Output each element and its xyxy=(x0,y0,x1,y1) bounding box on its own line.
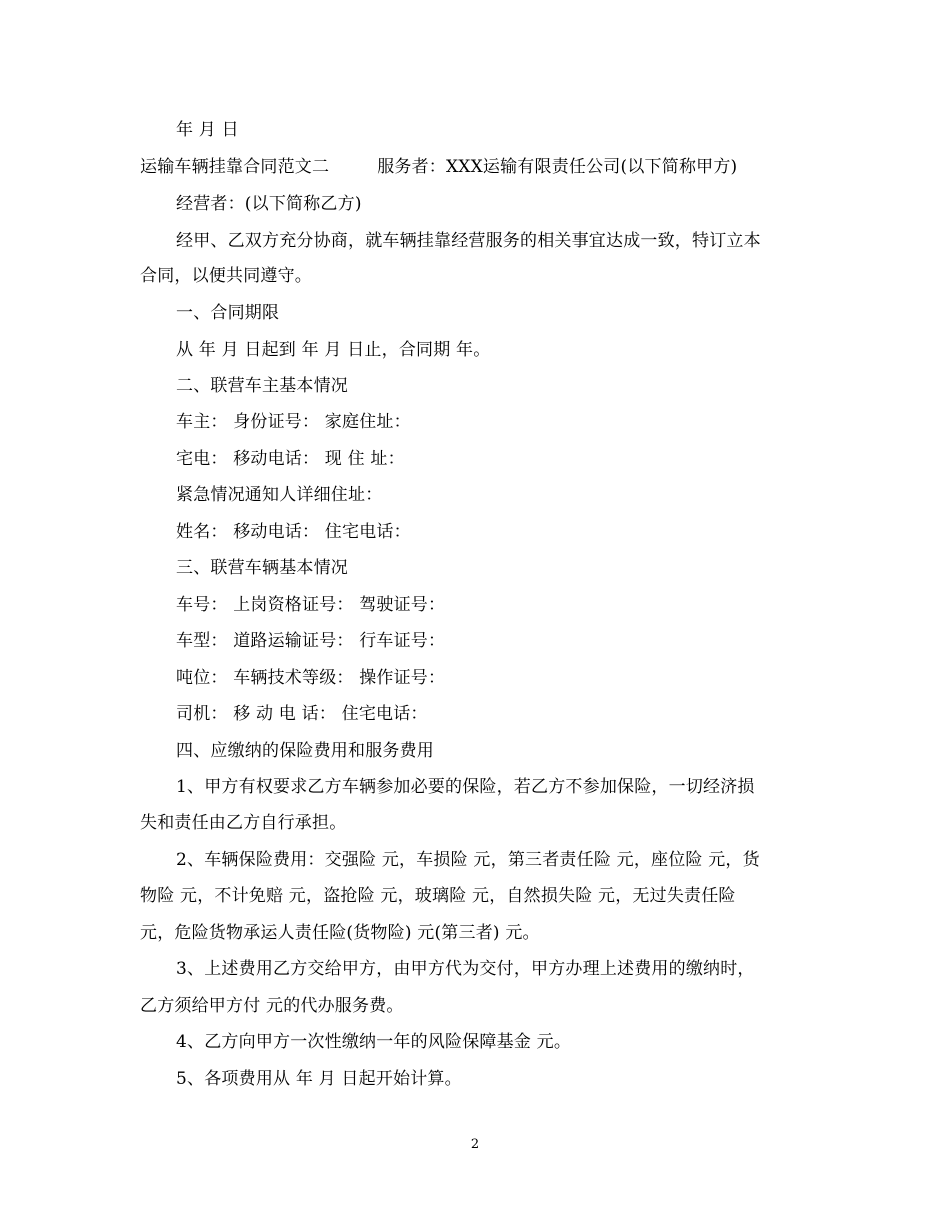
date-line: 年 月 日 xyxy=(176,120,239,140)
contract-title: 运输车辆挂靠合同范文二 xyxy=(140,157,330,177)
page-number: 2 xyxy=(470,1137,480,1152)
paragraph-line: 经甲、乙双方充分协商，就车辆挂靠经营服务的相关事宜达成一致，特订立本 xyxy=(176,231,761,251)
paragraph-line: 3、上述费用乙方交给甲方，由甲方代为交付，甲方办理上述费用的缴纳时， xyxy=(176,959,755,979)
paragraph-line: 合同，以便共同遵守。 xyxy=(140,266,312,286)
service-provider: 服务者：XXX运输有限责任公司(以下简称甲方) xyxy=(377,157,738,177)
field-line: 司机： 移 动 电 话： 住宅电话： xyxy=(176,704,428,724)
section-heading: 一、合同期限 xyxy=(176,303,280,323)
paragraph-line: 5、各项费用从 年 月 日起开始计算。 xyxy=(176,1069,462,1089)
section-heading: 四、应缴纳的保险费用和服务费用 xyxy=(176,741,434,761)
section-heading: 二、联营车主基本情况 xyxy=(176,376,348,396)
paragraph-line: 物险 元，不计免赔 元，盗抢险 元，玻璃险 元，自然损失险 元，无过失责任险 xyxy=(140,886,736,906)
field-line: 车型： 道路运输证号： 行车证号： xyxy=(176,631,446,651)
paragraph-line: 从 年 月 日起到 年 月 日止，合同期 年。 xyxy=(176,340,491,360)
paragraph-line: 1、甲方有权要求乙方车辆参加必要的保险，若乙方不参加保险，一切经济损 xyxy=(176,777,755,797)
field-line: 吨位： 车辆技术等级： 操作证号： xyxy=(176,668,446,688)
paragraph-line: 乙方须给甲方付 元的代办服务费。 xyxy=(140,996,404,1016)
paragraph-line: 失和责任由乙方自行承担。 xyxy=(140,813,347,833)
field-line: 宅电： 移动电话： 现 住 址： xyxy=(176,449,405,469)
field-line: 姓名： 移动电话： 住宅电话： xyxy=(176,522,411,542)
paragraph-line: 4、乙方向甲方一次性缴纳一年的风险保障基金 元。 xyxy=(176,1032,572,1052)
field-line: 车号： 上岗资格证号： 驾驶证号： xyxy=(176,595,446,615)
title-line xyxy=(140,155,820,179)
field-line: 紧急情况通知人详细住址： xyxy=(176,485,383,505)
paragraph-line: 2、车辆保险费用：交强险 元，车损险 元，第三者责任险 元，座位险 元，货 xyxy=(176,850,760,870)
operator-line: 经营者：(以下简称乙方) xyxy=(176,194,362,214)
field-line: 车主： 身份证号： 家庭住址： xyxy=(176,412,411,432)
section-heading: 三、联营车辆基本情况 xyxy=(176,558,348,578)
paragraph-line: 元，危险货物承运人责任险(货物险) 元(第三者) 元。 xyxy=(140,923,540,943)
